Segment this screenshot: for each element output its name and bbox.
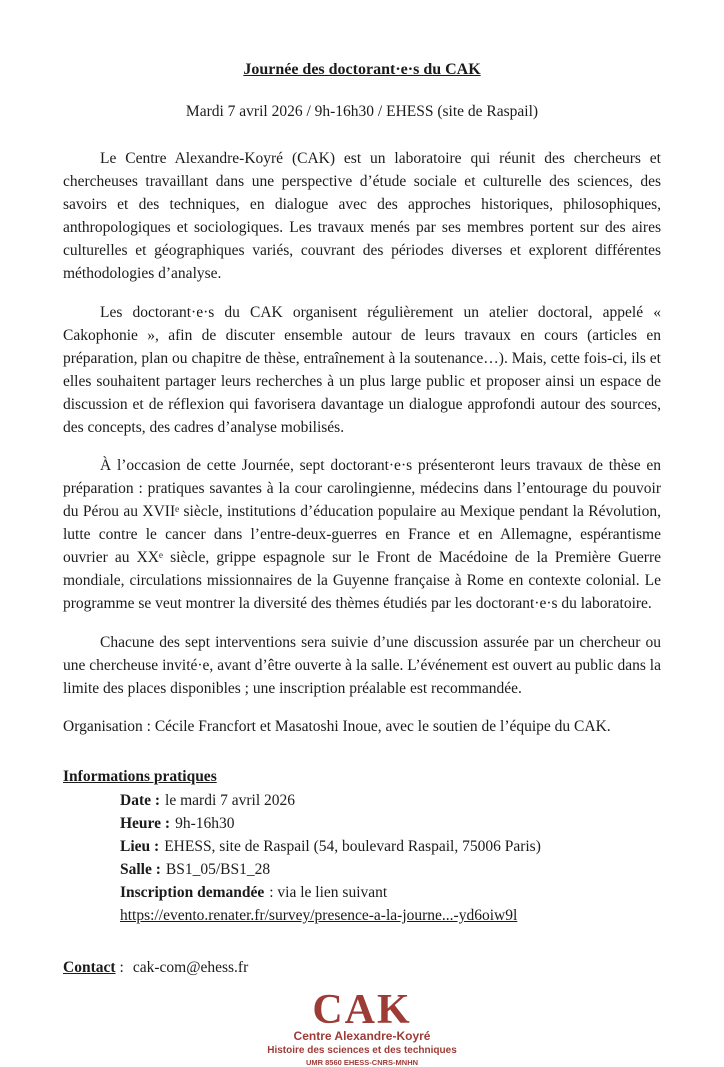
registration-link[interactable]: https://evento.renater.fr/survey/presence-a-la-journe...-yd6oiw9l xyxy=(120,907,518,924)
info-label-inscription: Inscription demandée xyxy=(120,884,265,901)
info-value-salle: BS1_05/BS1_28 xyxy=(165,861,271,878)
info-label-heure: Heure : xyxy=(120,815,171,832)
paragraph-program: À l’occasion de cette Journée, sept doctorant·e·s présenteront leurs travaux de thèse en préparation : pratiques savantes à la cour carolingienne, médecins dans l’entourage du pouvoir du Pérou au XVIIᵉ siècle, institutions d’éducation populaire au Mexique pendant la Révolution, lutte contre le cancer dans l’entre-deux-guerres en France et en Allemagne, espérantisme ouvrier au XXᵉ siècle, grippe espagnole sur le Front de Macédoine de la Première Guerre mondiale, circulations missionnaires de la Guyenne française à Rome en contexte colonial. Le programme se veut montrer la diversité des thèmes étudiés par les doctorant·e·s du laboratoire. xyxy=(63,457,661,612)
event-date-line: Mardi 7 avril 2026 / 9h-16h30 / EHESS (site de Raspail) xyxy=(185,103,539,120)
info-label-date: Date : xyxy=(120,792,161,809)
cak-logo xyxy=(63,987,661,1067)
info-row-salle xyxy=(120,858,661,881)
document-title: Journée des doctorant·e·s du CAK xyxy=(243,61,481,78)
contact-email: cak-com@ehess.fr xyxy=(132,959,249,976)
info-value-inscription: : via le lien suivant xyxy=(269,884,388,901)
info-value-lieu: EHESS, site de Raspail (54, boulevard Raspail, 75006 Paris) xyxy=(164,838,541,855)
info-label-salle: Salle : xyxy=(120,861,161,878)
info-row-lieu xyxy=(120,835,661,858)
cak-logo-acronym: CAK xyxy=(312,987,412,1033)
info-row-heure xyxy=(120,812,661,835)
practical-info-heading: Informations pratiques xyxy=(63,768,217,785)
organisation-line: Organisation : Cécile Francfort et Masatoshi Inoue, avec le soutien de l’équipe du CAK. xyxy=(63,718,611,735)
cak-logo-subtitle: Histoire des sciences et des techniques xyxy=(267,1045,457,1056)
contact-label: Contact xyxy=(63,959,116,976)
paragraph-intro: Le Centre Alexandre-Koyré (CAK) est un laboratoire qui réunit des chercheurs et chercheuses travaillant dans une perspective d’étude sociale et culturelle des sciences, des savoirs et des techniques, en dialogue avec des approches historiques, philosophiques, anthropologiques et sociologiques. Les travaux menés par ses membres portent sur des aires culturelles et géographiques variés, couvrant des périodes diverses et explorent différentes méthodologies d’analyse. xyxy=(63,150,661,282)
cak-logo-umr: UMR 8560 EHESS-CNRS-MNHN xyxy=(305,1058,419,1067)
registration-link-row xyxy=(120,904,661,927)
info-row-date xyxy=(120,789,661,812)
contact-separator: : xyxy=(119,959,124,976)
paragraph-cakophonie: Les doctorant·e·s du CAK organisent régulièrement un atelier doctoral, appelé « Cakophonie », afin de discuter ensemble autour de leurs travaux en cours (articles en préparation, plan ou chapitre de thèse, entraînement à la soutenance…). Mais, cette fois-ci, ils et elles souhaitent partager leurs recherches à un plus large public et proposer ainsi un espace de discussion et de réflexion qui favorisera davantage un dialogue approfondi autour des sources, des concepts, des cadres d’analyse mobilisés. xyxy=(63,303,661,436)
info-value-date: le mardi 7 avril 2026 xyxy=(165,792,296,809)
paragraph-discussion: Chacune des sept interventions sera suivie d’une discussion assurée par un chercheur ou une chercheuse invité·e, avant d’être ouverte à la salle. L’événement est ouvert au public dans la limite des places disponibles ; une inscription préalable est recommandée. xyxy=(63,633,661,697)
info-row-inscription xyxy=(120,881,661,904)
cak-logo-name: Centre Alexandre-Koyré xyxy=(293,1029,431,1043)
contact-line xyxy=(63,956,661,979)
info-value-heure: 9h-16h30 xyxy=(175,815,235,832)
practical-info-list xyxy=(120,789,661,927)
info-label-lieu: Lieu : xyxy=(120,838,160,855)
